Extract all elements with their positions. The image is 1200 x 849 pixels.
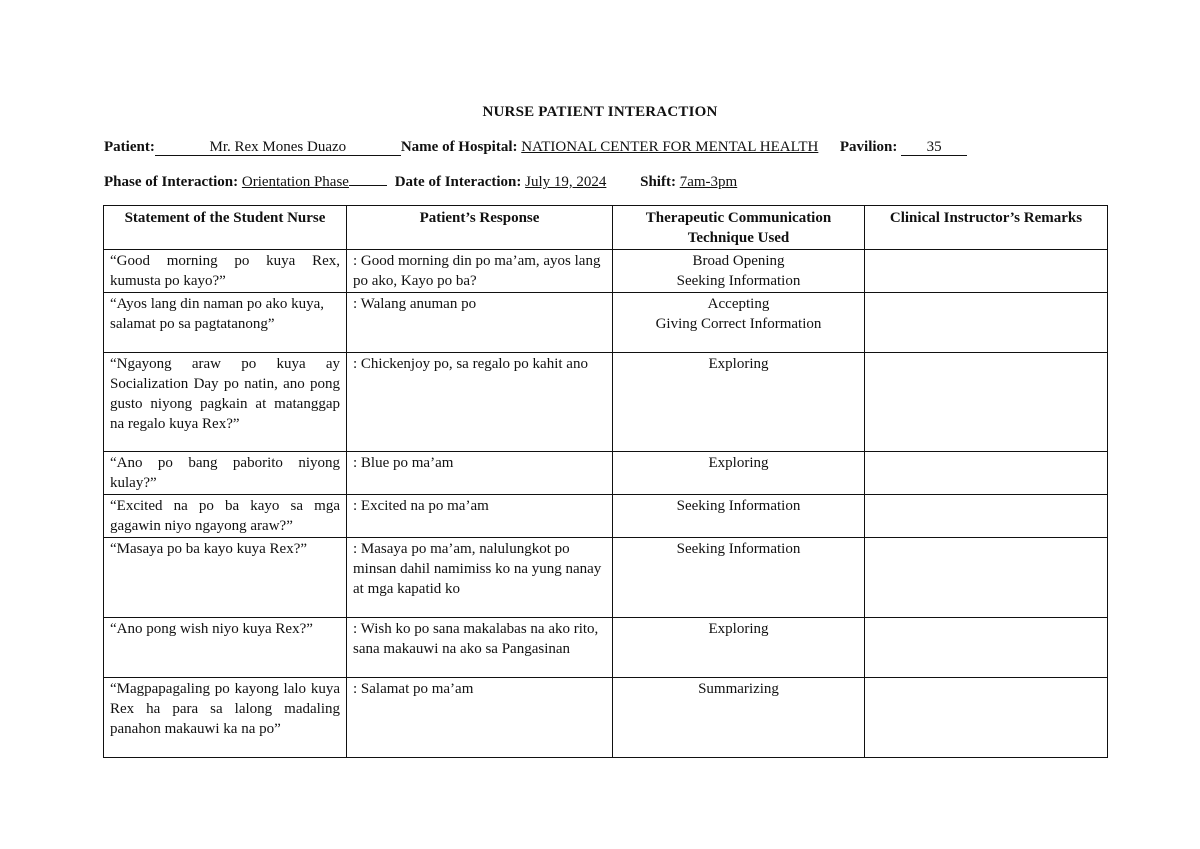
- patient-info-line: [104, 139, 967, 156]
- table-row: [104, 250, 1108, 293]
- remarks-cell: [865, 452, 1108, 495]
- table-row: [104, 353, 1108, 452]
- technique-cell: [613, 495, 865, 538]
- table-row: [104, 452, 1108, 495]
- technique-item: Seeking Information: [676, 273, 801, 289]
- header-response: Patient’s Response: [347, 206, 613, 250]
- technique-item: Accepting: [707, 296, 770, 312]
- technique-item: Giving Correct Information: [655, 316, 822, 332]
- remarks-cell: [865, 353, 1108, 452]
- technique-cell: [613, 452, 865, 495]
- technique-item: Summarizing: [698, 681, 779, 697]
- date-value: July 19, 2024: [525, 174, 607, 190]
- pavilion-label: Pavilion:: [839, 139, 898, 155]
- interaction-table: [103, 205, 1108, 758]
- header-statement: Statement of the Student Nurse: [104, 206, 347, 250]
- response-cell: : Good morning din po ma’am, ayos lang po ako, Kayo po ba?: [347, 250, 613, 293]
- table-row: [104, 618, 1108, 678]
- statement-cell: “Magpapagaling po kayong lalo kuya Rex ha para sa lalong madaling panahon makauwi ka na po”: [104, 678, 347, 758]
- statement-cell: “Excited na po ba kayo sa mga gagawin niyo ngayong araw?”: [104, 495, 347, 538]
- technique-item: Seeking Information: [676, 541, 801, 557]
- header-technique: Therapeutic Communication Technique Used: [613, 206, 865, 250]
- response-cell: : Wish ko po sana makalabas na ako rito, sana makauwi na ako sa Pangasinan: [347, 618, 613, 678]
- remarks-cell: [865, 618, 1108, 678]
- technique-item: Exploring: [708, 356, 769, 372]
- technique-cell: [613, 678, 865, 758]
- technique-cell: [613, 250, 865, 293]
- technique-item: Seeking Information: [676, 498, 801, 514]
- phase-info-line: [104, 174, 737, 191]
- technique-cell: [613, 293, 865, 353]
- shift-value: 7am-3pm: [679, 174, 738, 190]
- response-cell: : Salamat po ma’am: [347, 678, 613, 758]
- technique-cell: [613, 538, 865, 618]
- phase-label: Phase of Interaction:: [104, 174, 239, 190]
- statement-cell: “Ayos lang din naman po ako kuya, salamat po sa pagtatanong”: [104, 293, 347, 353]
- header-remarks: Clinical Instructor’s Remarks: [865, 206, 1108, 250]
- remarks-cell: [865, 678, 1108, 758]
- response-cell: : Walang anuman po: [347, 293, 613, 353]
- technique-item: Exploring: [708, 621, 769, 637]
- date-label: Date of Interaction:: [394, 174, 522, 190]
- technique-item: Broad Opening: [692, 253, 785, 269]
- remarks-cell: [865, 538, 1108, 618]
- response-cell: : Chickenjoy po, sa regalo po kahit ano: [347, 353, 613, 452]
- patient-value: [155, 140, 401, 156]
- table-row: [104, 678, 1108, 758]
- statement-cell: “Ano pong wish niyo kuya Rex?”: [104, 618, 347, 678]
- pavilion-value: 35: [901, 140, 967, 156]
- table-row: [104, 538, 1108, 618]
- remarks-cell: [865, 293, 1108, 353]
- phase-value: Orientation Phase: [241, 174, 349, 190]
- table-row: [104, 293, 1108, 353]
- document-title: NURSE PATIENT INTERACTION: [482, 104, 718, 120]
- hospital-label: Name of Hospital:: [400, 139, 518, 155]
- shift-label: Shift:: [640, 174, 676, 190]
- statement-cell: “Ano po bang paborito niyong kulay?”: [104, 452, 347, 495]
- statement-cell: “Masaya po ba kayo kuya Rex?”: [104, 538, 347, 618]
- remarks-cell: [865, 250, 1108, 293]
- technique-item: Exploring: [708, 455, 769, 471]
- hospital-value: NATIONAL CENTER FOR MENTAL HEALTH: [521, 139, 819, 155]
- patient-label: Patient:: [104, 139, 155, 155]
- statement-cell: “Ngayong araw po kuya ay Socialization Day po natin, ano pong gusto niyong pagkain at matanggap na regalo kuya Rex?”: [104, 353, 347, 452]
- statement-cell: “Good morning po kuya Rex, kumusta po kayo?”: [104, 250, 347, 293]
- patient-name: Mr. Rex Mones Duazo: [209, 139, 347, 155]
- table-header-row: [104, 206, 1108, 250]
- technique-cell: [613, 618, 865, 678]
- response-cell: : Masaya po ma’am, nalulungkot po minsan dahil namimiss ko na yung nanay at mga kapatid ko: [347, 538, 613, 618]
- response-cell: : Blue po ma’am: [347, 452, 613, 495]
- response-cell: : Excited na po ma’am: [347, 495, 613, 538]
- remarks-cell: [865, 495, 1108, 538]
- technique-cell: [613, 353, 865, 452]
- table-row: [104, 495, 1108, 538]
